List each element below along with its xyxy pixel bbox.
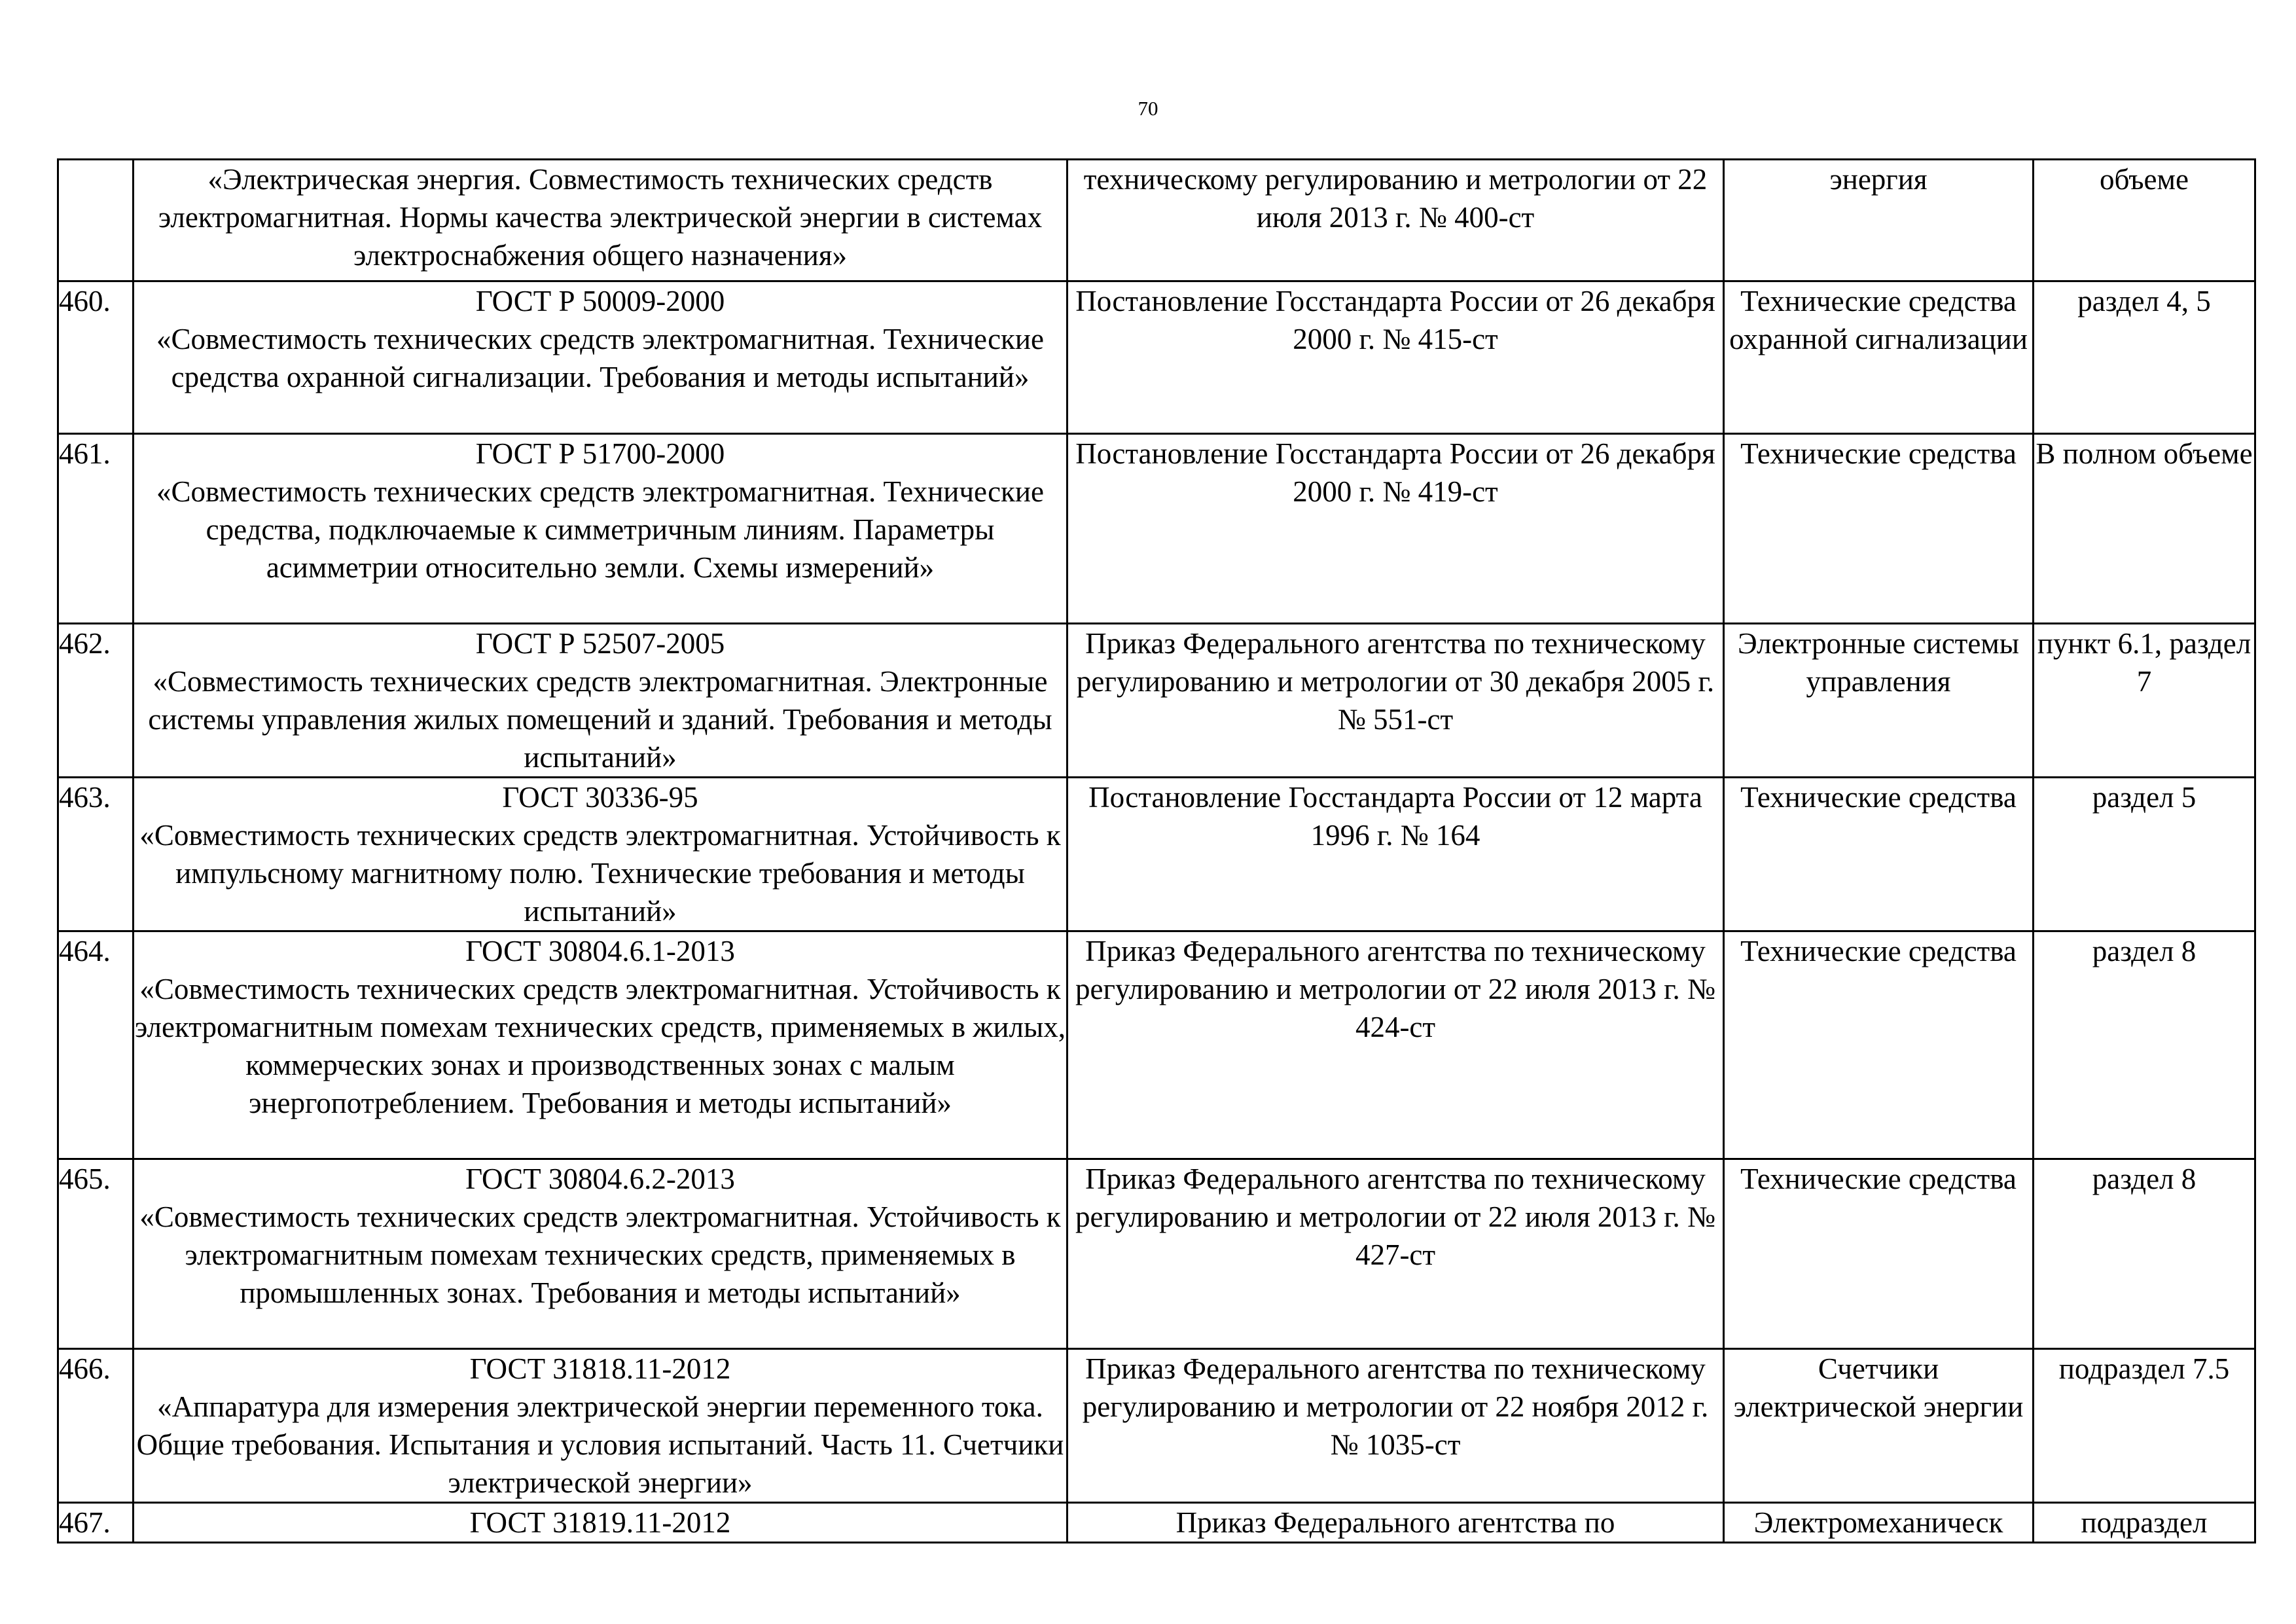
approval-document: Приказ Федерального агентства по техническому регулированию и метрологии от 22 июля 2013 г. № 424-ст: [1067, 931, 1724, 1159]
standards-table: [57, 158, 2256, 1543]
regulated-object: Счетчики электрической энергии: [1724, 1349, 2034, 1503]
standard-code: ГОСТ 30804.6.2-2013: [465, 1163, 735, 1195]
standard-cell: [134, 281, 1067, 434]
standard-title: «Совместимость технических средств электромагнитная. Устойчивость к электромагнитным помехам технических средств, применяемых в жилых, коммерческих зонах и производственных зонах с малым энергопотреблением. Требования и методы испытаний»: [135, 973, 1066, 1119]
standard-cell: [134, 624, 1067, 778]
standard-code: ГОСТ Р 51700-2000: [475, 437, 725, 470]
table-row: [58, 160, 2255, 281]
applicable-scope: раздел 8: [2034, 931, 2255, 1159]
standard-title: «Совместимость технических средств электромагнитная. Электронные системы управления жилых помещений и зданий. Требования и методы испытаний»: [148, 665, 1052, 774]
regulated-object: Технические средства: [1724, 931, 2034, 1159]
table-row: [58, 778, 2255, 931]
table-row: [58, 1349, 2255, 1503]
regulated-object: Технические средства: [1724, 434, 2034, 624]
row-number: 461.: [58, 434, 134, 624]
standard-title: «Совместимость технических средств электромагнитная. Устойчивость к импульсному магнитному полю. Технические требования и методы испытаний»: [139, 819, 1061, 928]
standard-title: «Совместимость технических средств электромагнитная. Технические средства охранной сигнализации. Требования и методы испытаний»: [156, 323, 1044, 393]
standard-code: ГОСТ 30336-95: [502, 781, 698, 814]
row-number: 465.: [58, 1159, 134, 1349]
standard-cell: [134, 931, 1067, 1159]
approval-document: Приказ Федерального агентства по техническому регулированию и метрологии от 22 июля 2013 г. № 427-ст: [1067, 1159, 1724, 1349]
regulated-object: Технические средства: [1724, 1159, 2034, 1349]
applicable-scope: пункт 6.1, раздел 7: [2034, 624, 2255, 778]
standard-cell: [134, 160, 1067, 281]
approval-document: Постановление Госстандарта России от 26 декабря 2000 г. № 415-ст: [1067, 281, 1724, 434]
applicable-scope: раздел 5: [2034, 778, 2255, 931]
standard-code: ГОСТ 30804.6.1-2013: [465, 935, 735, 967]
approval-document: Постановление Госстандарта России от 12 марта 1996 г. № 164: [1067, 778, 1724, 931]
applicable-scope: подраздел: [2034, 1503, 2255, 1543]
row-number: [58, 160, 134, 281]
row-number: 464.: [58, 931, 134, 1159]
approval-document: техническому регулированию и метрологии от 22 июля 2013 г. № 400-ст: [1067, 160, 1724, 281]
table-row: [58, 1503, 2255, 1543]
approval-document: Приказ Федерального агентства по техническому регулированию и метрологии от 30 декабря 2005 г. № 551-ст: [1067, 624, 1724, 778]
standard-cell: [134, 1349, 1067, 1503]
applicable-scope: объеме: [2034, 160, 2255, 281]
applicable-scope: подраздел 7.5: [2034, 1349, 2255, 1503]
applicable-scope: раздел 4, 5: [2034, 281, 2255, 434]
regulated-object: Электромеханическ: [1724, 1503, 2034, 1543]
applicable-scope: В полном объеме: [2034, 434, 2255, 624]
row-number: 460.: [58, 281, 134, 434]
row-number: 463.: [58, 778, 134, 931]
standard-title: «Электрическая энергия. Совместимость технических средств электромагнитная. Нормы качества электрической энергии в системах электроснабжения общего назначения»: [158, 163, 1043, 272]
approval-document: Приказ Федерального агентства по: [1067, 1503, 1724, 1543]
standard-code: ГОСТ Р 52507-2005: [475, 627, 725, 660]
regulated-object: Технические средства охранной сигнализации: [1724, 281, 2034, 434]
table-row: [58, 931, 2255, 1159]
standard-title: «Совместимость технических средств электромагнитная. Технические средства, подключаемые к симметричным линиям. Параметры асимметрии относительно земли. Схемы измерений»: [156, 475, 1044, 584]
regulated-object: Электронные системы управления: [1724, 624, 2034, 778]
standard-cell: [134, 1159, 1067, 1349]
table-row: [58, 434, 2255, 624]
standard-code: ГОСТ 31818.11-2012: [469, 1352, 731, 1385]
applicable-scope: раздел 8: [2034, 1159, 2255, 1349]
row-number: 467.: [58, 1503, 134, 1543]
page-number: 70: [1138, 97, 1158, 120]
standard-cell: [134, 434, 1067, 624]
standard-cell: [134, 778, 1067, 931]
standard-cell: [134, 1503, 1067, 1543]
row-number: 466.: [58, 1349, 134, 1503]
approval-document: Постановление Госстандарта России от 26 декабря 2000 г. № 419-ст: [1067, 434, 1724, 624]
standard-title: «Аппаратура для измерения электрической энергии переменного тока. Общие требования. Испытания и условия испытаний. Часть 11. Счетчики электрической энергии»: [136, 1390, 1064, 1499]
standard-title: «Совместимость технических средств электромагнитная. Устойчивость к электромагнитным помехам технических средств, применяемых в промышленных зонах. Требования и методы испытаний»: [139, 1200, 1061, 1309]
standard-code: ГОСТ Р 50009-2000: [475, 285, 725, 317]
table-row: [58, 1159, 2255, 1349]
regulated-object: Технические средства: [1724, 778, 2034, 931]
table-row: [58, 281, 2255, 434]
approval-document: Приказ Федерального агентства по техническому регулированию и метрологии от 22 ноября 2012 г. № 1035-ст: [1067, 1349, 1724, 1503]
standard-code: ГОСТ 31819.11-2012: [469, 1506, 731, 1539]
regulated-object: энергия: [1724, 160, 2034, 281]
row-number: 462.: [58, 624, 134, 778]
table-row: [58, 624, 2255, 778]
